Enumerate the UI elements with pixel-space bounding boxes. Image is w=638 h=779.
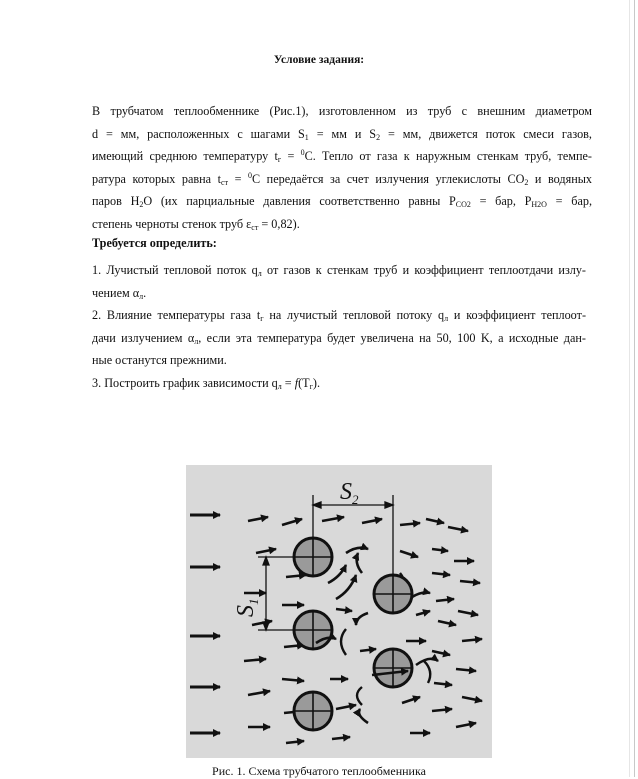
paragraph-line: имеющий среднюю температуру $t_г = ^0С$. Тепло от газа к наружным стенкам труб, темпе-: [92, 148, 592, 164]
list-line: дачи излучением $\alpha_л$, если эта температура будет увеличена на 50, 100 K, а исходные дан-: [92, 330, 586, 346]
page-edge: [634, 0, 635, 777]
paragraph-line: В трубчатом теплообменнике (Рис.1), изготовленном из труб с внешним диаметром: [92, 104, 592, 118]
required-heading: Требуется определить:: [92, 236, 217, 250]
problem-paragraph: [92, 100, 592, 235]
tube: [294, 611, 332, 649]
paragraph-line: степень черноты стенок труб $\varepsilon_{ст} = 0,82$).: [92, 216, 300, 232]
list-line: 1. Лучистый тепловой поток $q_л$ от газов к стенкам труб и коэффициент теплоотдачи излу-: [92, 263, 586, 278]
task-list: [92, 259, 586, 394]
page-title: Условие задания:: [273, 54, 365, 66]
tube: [374, 575, 412, 613]
list-line: чением $\alpha_л$.: [92, 285, 147, 301]
paragraph-line: d = мм, расположенных с шагами $S_1$ = мм и $S_2$ = мм, движется поток смеси газов,: [92, 126, 592, 142]
tube: [294, 692, 332, 730]
figure-svg: [186, 465, 492, 758]
figure-background: [186, 465, 492, 758]
list-line: 3. Построить график зависимости $q_л = f(T_г)$.: [92, 375, 321, 391]
list-line: 2. Влияние температуры газа $t_г$ на лучистый тепловой потоку $q_л$ и коэффициент теплоот-: [92, 308, 587, 323]
tube: [374, 649, 412, 687]
figure-caption: Рис. 1. Схема трубчатого теплообменника: [212, 764, 426, 778]
label-s1: $S_1$: [233, 598, 261, 617]
paragraph-line: паров $H_2O$ (их парциальные давления соответственно равны $P_{CO2}$ = бар, $P_{H2O}$ = бар,: [92, 194, 592, 209]
tube: [294, 538, 332, 576]
heat-exchanger-figure: [186, 465, 492, 758]
list-line: ные останутся прежними.: [92, 353, 227, 367]
label-s2: $S_2$: [340, 479, 359, 507]
page-edge-shadow: [629, 0, 630, 777]
paragraph-line: ратура которых равна $t_{ст} = ^0С$ передаётся за счет излучения углекислоты $CO_2$ и водяных: [92, 170, 593, 187]
